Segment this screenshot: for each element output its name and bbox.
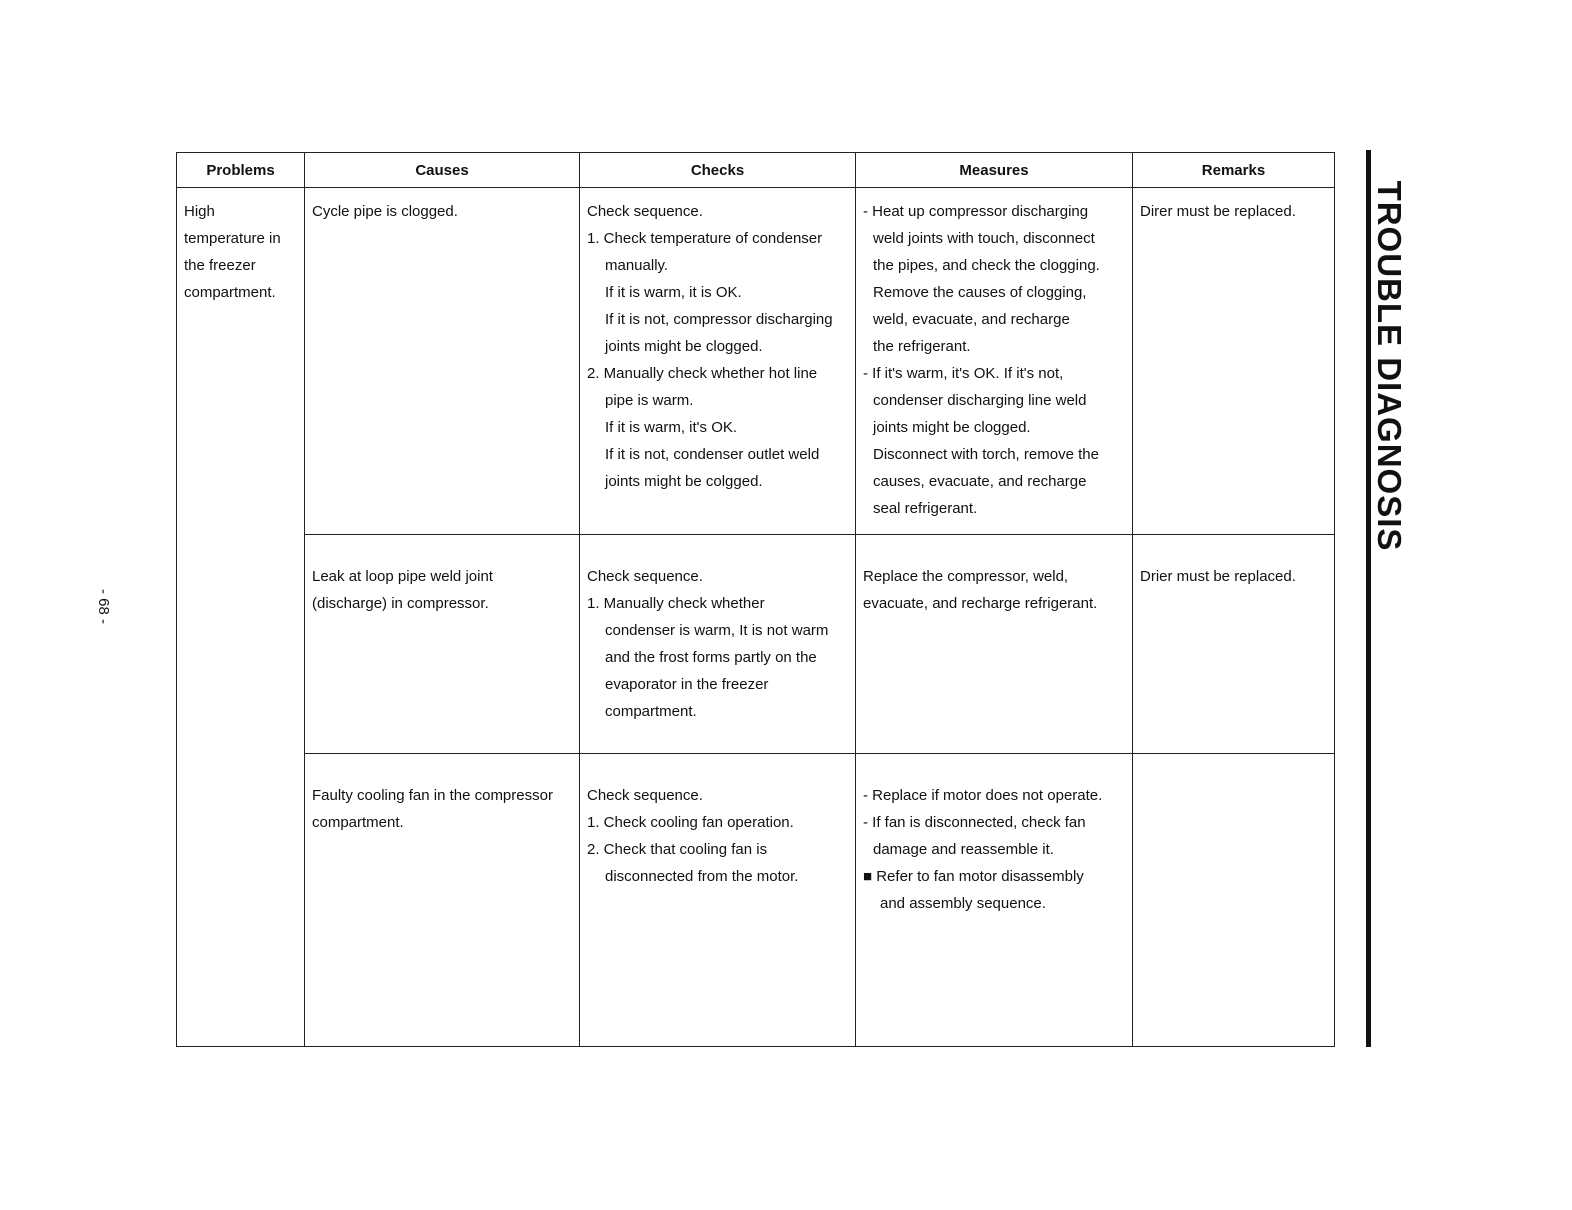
check-line: disconnected from the motor. [605, 868, 799, 885]
measure-line: condenser discharging line weld [873, 392, 1087, 409]
checks-cell [580, 188, 856, 535]
check-line: If it is warm, it's OK. [605, 419, 738, 436]
header-problems: Problems [177, 153, 305, 188]
cause-cell [305, 188, 580, 535]
measure-line: - If fan is disconnected, check fan [863, 814, 1086, 831]
remark-line: Drier must be replaced. [1140, 568, 1296, 585]
header-causes: Causes [305, 153, 580, 188]
measure-line: seal refrigerant. [873, 500, 978, 517]
remarks-cell [1133, 535, 1335, 754]
cause-cell [305, 535, 580, 754]
cause-cell [305, 754, 580, 1047]
measure-line: damage and reassemble it. [873, 841, 1054, 858]
check-line: If it is not, compressor discharging [605, 311, 833, 328]
check-line: condenser is warm, It is not warm [605, 622, 829, 639]
header-checks: Checks [580, 153, 856, 188]
remarks-cell [1133, 188, 1335, 535]
measure-line: weld, evacuate, and recharge [873, 311, 1070, 328]
check-line: pipe is warm. [605, 392, 694, 409]
measure-line: - Replace if motor does not operate. [863, 787, 1103, 804]
check-line: joints might be colgged. [605, 473, 763, 490]
problem-line: the freezer [184, 257, 256, 274]
check-line: Check sequence. [587, 203, 703, 220]
measure-line: the pipes, and check the clogging. [873, 257, 1100, 274]
diagnosis-grid [176, 152, 1335, 1047]
check-line: 1. Check temperature of condenser [587, 230, 823, 247]
measure-line: the refrigerant. [873, 338, 971, 355]
measures-cell [856, 188, 1133, 535]
check-line: Check sequence. [587, 568, 703, 585]
problem-line: High [184, 203, 215, 220]
section-divider-bar [1366, 150, 1371, 1047]
cause-line: Leak at loop pipe weld joint [312, 568, 493, 585]
check-line: joints might be clogged. [605, 338, 763, 355]
measure-line: - Heat up compressor discharging [863, 203, 1089, 220]
remark-line: Direr must be replaced. [1140, 203, 1296, 220]
checks-cell [580, 535, 856, 754]
section-title-vertical: TROUBLE DIAGNOSIS [1371, 180, 1408, 552]
table-row [177, 535, 1335, 754]
header-row [177, 153, 1335, 188]
measure-line: ■ Refer to fan motor disassembly [863, 868, 1084, 885]
check-line: 2. Check that cooling fan is [587, 841, 768, 858]
check-line: If it is not, condenser outlet weld [605, 446, 820, 463]
cause-line: Faulty cooling fan in the compressor [312, 787, 553, 804]
cause-line: compartment. [312, 814, 404, 831]
problem-line: compartment. [184, 284, 276, 301]
measures-cell [856, 535, 1133, 754]
check-line: 1. Check cooling fan operation. [587, 814, 794, 831]
table-row [177, 188, 1335, 535]
measure-line: Replace the compressor, weld, [863, 568, 1069, 585]
header-measures: Measures [856, 153, 1133, 188]
measure-line: - If it's warm, it's OK. If it's not, [863, 365, 1064, 382]
check-line: compartment. [605, 703, 697, 720]
measure-line: Remove the causes of clogging, [873, 284, 1087, 301]
check-line: Check sequence. [587, 787, 703, 804]
check-line: evaporator in the freezer [605, 676, 769, 693]
measure-line: and assembly sequence. [880, 895, 1046, 912]
page-number: - 68 - [95, 588, 113, 625]
measure-line: evacuate, and recharge refrigerant. [863, 595, 1098, 612]
measure-line: Disconnect with torch, remove the [873, 446, 1099, 463]
check-line: 1. Manually check whether [587, 595, 765, 612]
problem-cell [177, 188, 305, 1047]
check-line: and the frost forms partly on the [605, 649, 817, 666]
measure-line: causes, evacuate, and recharge [873, 473, 1087, 490]
check-line: manually. [605, 257, 669, 274]
cause-line: Cycle pipe is clogged. [312, 203, 458, 220]
header-remarks: Remarks [1133, 153, 1335, 188]
problem-line: temperature in [184, 230, 281, 247]
table-row [177, 754, 1335, 1047]
measure-line: joints might be clogged. [873, 419, 1031, 436]
checks-cell [580, 754, 856, 1047]
measures-cell [856, 754, 1133, 1047]
check-line: 2. Manually check whether hot line [587, 365, 818, 382]
cause-line: (discharge) in compressor. [312, 595, 489, 612]
check-line: If it is warm, it is OK. [605, 284, 742, 301]
remarks-cell [1133, 754, 1335, 1047]
measure-line: weld joints with touch, disconnect [873, 230, 1095, 247]
trouble-diagnosis-table [176, 152, 1334, 1047]
